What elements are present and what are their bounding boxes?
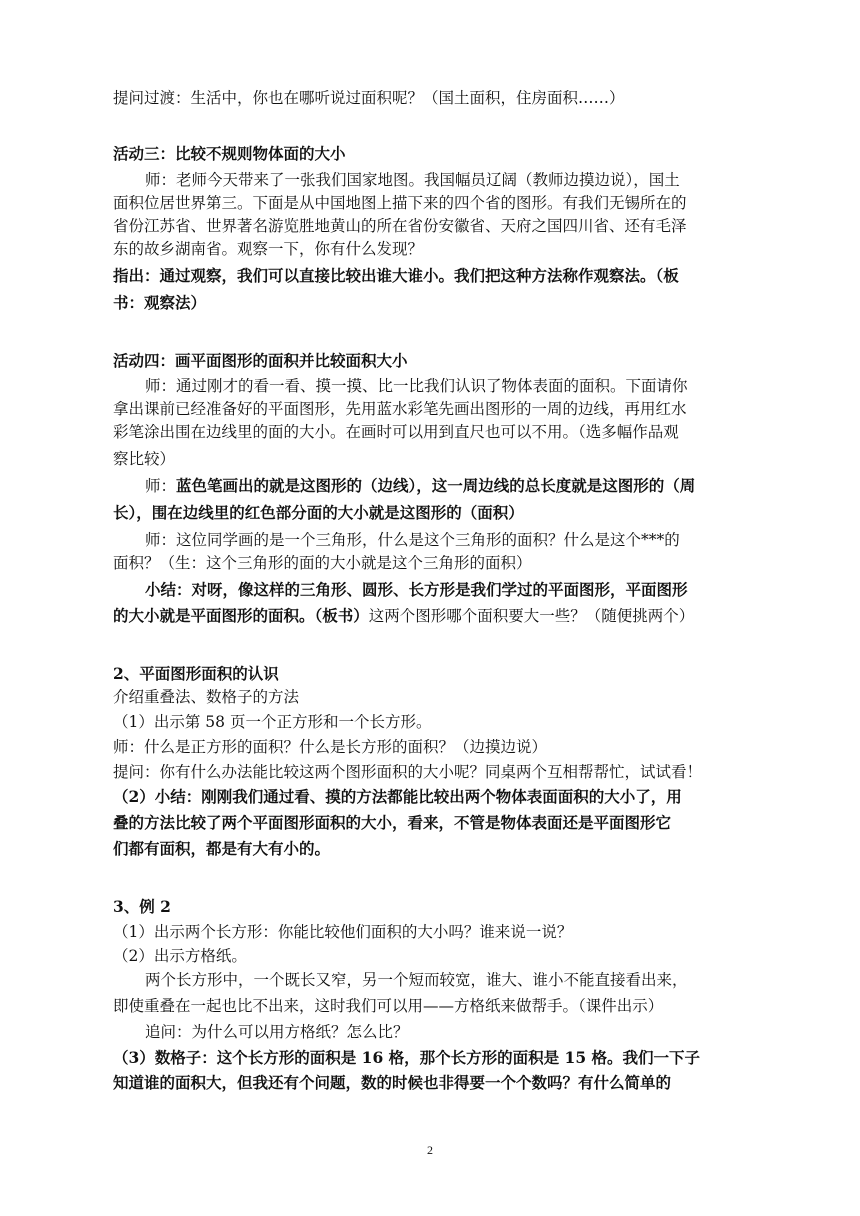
text-line: 察比较） (113, 450, 176, 468)
text-line: （1）出示两个长方形：你能比较他们面积的大小吗？谁来说一说？ (113, 923, 573, 941)
text-line: 面积位居世界第三。下面是从中国地图上描下来的四个省的图形。有我们无锡所在的 (113, 194, 687, 212)
text-line: 们都有面积，都是有大有小的。 (113, 839, 331, 858)
text-line: 省份江苏省、世界著名游览胜地黄山的所在省份安徽省、天府之国四川省、还有毛泽 (113, 217, 687, 235)
text-line: 3、例 2 (113, 897, 171, 916)
text-line: 知道谁的面积大，但我还有个问题，数的时候也非得要一个个数吗？有什么简单的 (113, 1073, 672, 1092)
text-line: 彩笔涂出围在边线里的面的大小。在画时可以用到直尺也可以不用。（选多幅作品观 (113, 423, 679, 441)
text-line: 拿出课前已经准备好的平面图形，先用蓝水彩笔先画出图形的一周的边线，再用红水 (113, 400, 687, 418)
text-line: 即使重叠在一起也比不出来，这时我们可以用——方格纸来做帮手。（课件出示） (113, 997, 664, 1015)
text-line: （2）小结：刚刚我们通过看、摸的方法都能比较出两个物体表面面积的大小了，用 (113, 787, 682, 806)
text-line: 师：通过刚才的看一看、摸一摸、比一比我们认识了物体表面的面积。下面请你 (145, 377, 688, 395)
text-line: 介绍重叠法、数格子的方法 (113, 688, 300, 706)
text-line: 两个长方形中，一个既长又窄，另一个短而较宽，谁大、谁小不能直接看出来， (145, 971, 688, 989)
text-line: 提问过渡：生活中，你也在哪听说过面积呢？（国土面积，住房面积……） (113, 89, 625, 107)
text-line: 长），围在边线里的红色部分面的大小就是这图形的（面积） (113, 503, 524, 522)
text-line (113, 606, 694, 626)
text-line: 叠的方法比较了两个平面图形面积的大小，看来，不管是物体表面还是平面图形它 (113, 813, 672, 832)
text-line: 小结：对呀，像这样的三角形、圆形、长方形是我们学过的平面图形，平面图形 (145, 580, 688, 599)
text-line: （3）数格子：这个长方形的面积是 16 格，那个长方形的面积是 15 格。我们一下子 (113, 1048, 701, 1067)
text-segment: 蓝色笔画出的就是这图形的（边线），这一周边线的总长度就是这图形的（周 (176, 476, 696, 495)
text-line: 面积？（生：这个三角形的面的大小就是这个三角形的面积） (113, 554, 532, 572)
text-line: 指出：通过观察，我们可以直接比较出谁大谁小。我们把这种方法称作观察法。（板 (113, 266, 679, 285)
page-number: 2 (427, 1143, 433, 1157)
text-line: 师：这位同学画的是一个三角形，什么是这个三角形的面积？什么是这个***的 (145, 531, 680, 549)
text-line: 师：老师今天带来了一张我们国家地图。我国幅员辽阔（教师边摸边说），国土 (145, 171, 680, 189)
text-line: 追问：为什么可以用方格纸？怎么比？ (145, 1023, 409, 1041)
text-line: 活动四：画平面图形的面积并比较面积大小 (113, 351, 408, 370)
text-line: 师：什么是正方形的面积？什么是长方形的面积？（边摸边说） (113, 738, 548, 756)
text-line: 提问：你有什么办法能比较这两个图形面积的大小呢？同桌两个互相帮帮忙，试试看！ (113, 763, 703, 781)
text-line: 2、平面图形面积的认识 (113, 664, 279, 683)
text-line: （2）出示方格纸。 (113, 947, 247, 965)
text-segment: 这两个图形哪个面积要大一些？（随便挑两个） (368, 607, 695, 625)
text-line: 活动三：比较不规则物体面的大小 (113, 144, 346, 163)
text-segment: 的大小就是平面图形的面积。（板书） (113, 606, 369, 625)
text-line (145, 476, 695, 496)
text-segment: 师： (145, 477, 177, 495)
text-line: （1）出示第 58 页一个正方形和一个长方形。 (113, 713, 432, 731)
text-line: 书：观察法） (113, 293, 207, 312)
text-line: 东的故乡湖南省。观察一下，你有什么发现？ (113, 240, 424, 258)
